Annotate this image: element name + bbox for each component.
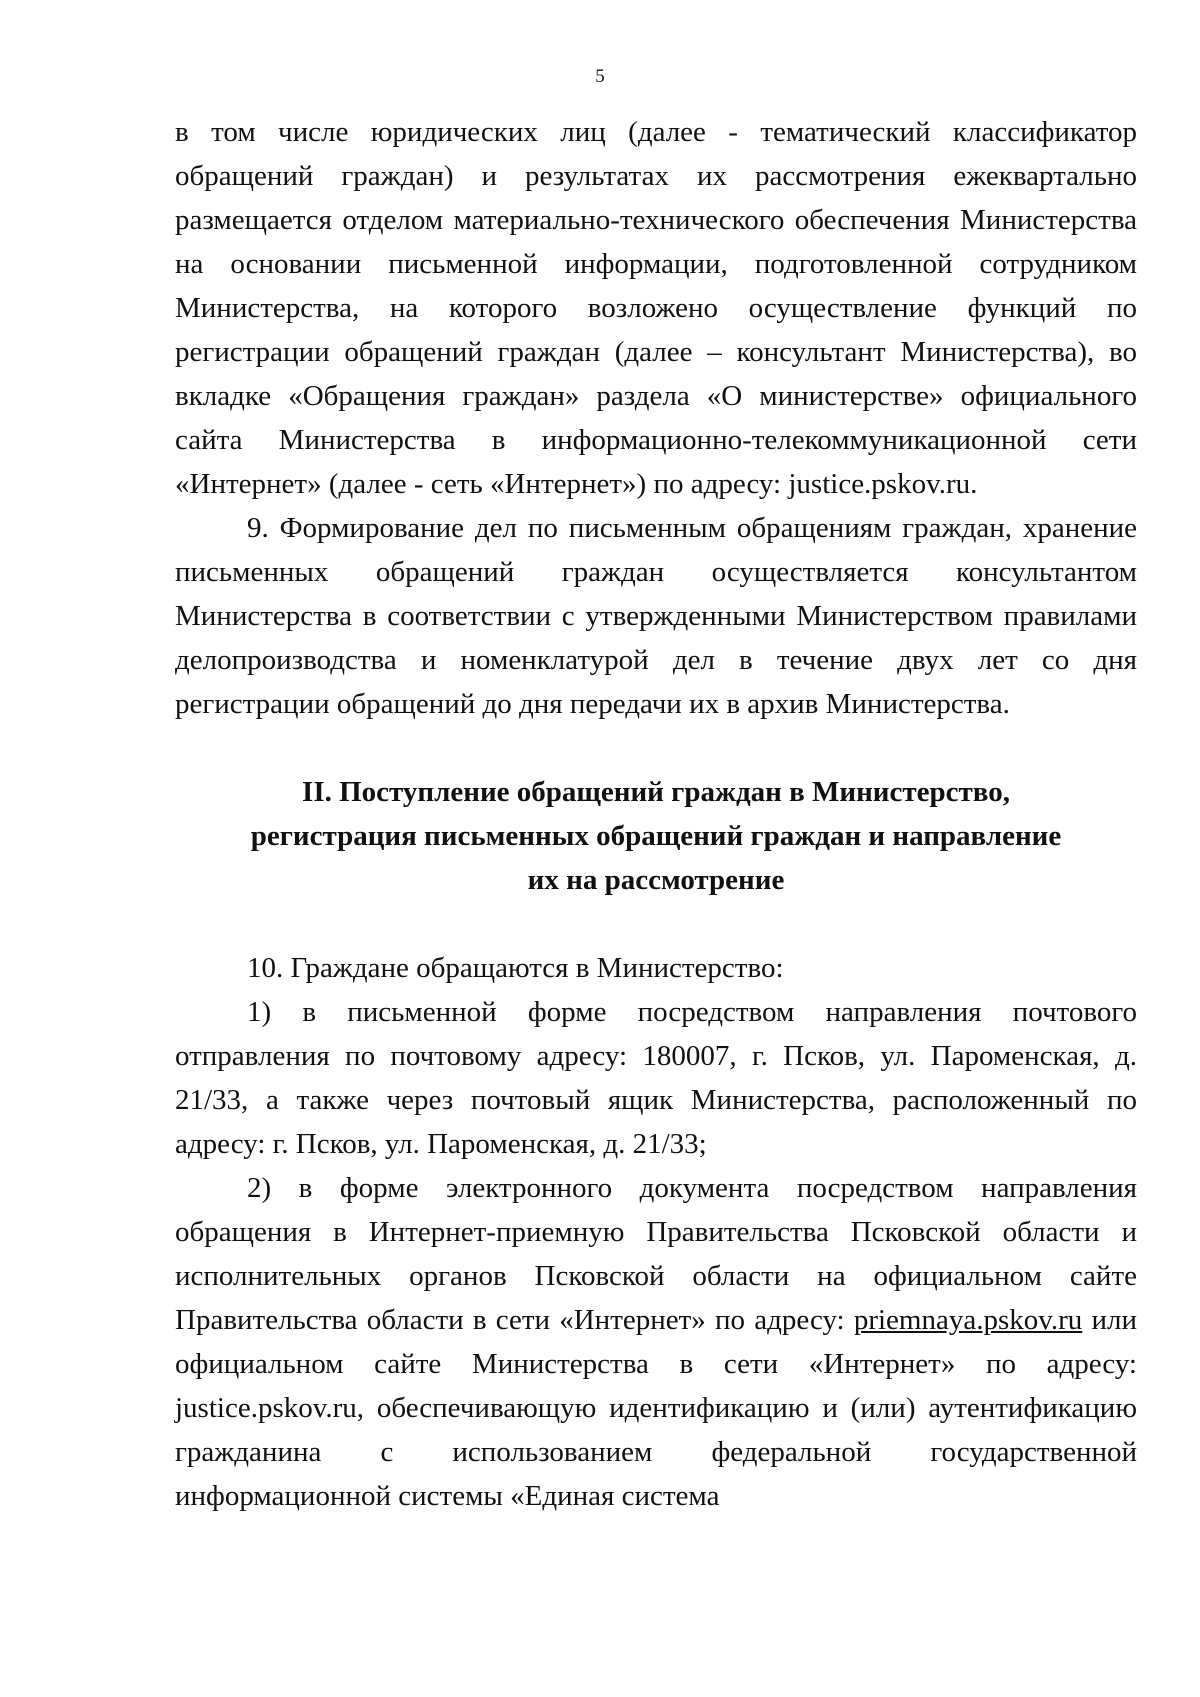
paragraph-continuation: в том числе юридических лиц (далее - тематический классификатор обращений граждан) и результатах их рассмотрения ежеквартально размещается отделом материально-технического обеспечения Министерства на основании письменной информации, подготовленной сотрудником Министерства, на которого возложено осуществление функций по регистрации обращений граждан (далее – консультант Министерства), во вкладке «Обращения граждан» раздела «О министерстве» официального сайта Министерства в информационно-телекоммуникационной сети «Интернет» (далее - сеть «Интернет») по адресу: justice.pskov.ru. xyxy=(175,116,1137,500)
section-heading-line-1: II. Поступление обращений граждан в Министерство, xyxy=(302,776,1010,808)
paragraph-10-item-2 xyxy=(175,1166,1137,1518)
page-number: 5 xyxy=(595,66,605,87)
section-heading xyxy=(175,770,1137,902)
paragraph-10: 10. Граждане обращаются в Министерство: xyxy=(247,952,784,984)
section-heading-line-3: их на рассмотрение xyxy=(527,864,785,896)
paragraph-9: 9. Формирование дел по письменным обращениям граждан, хранение письменных обращений граждан осуществляется консультантом Министерства в соответствии с утвержденными Министерством правилами делопроизводства и номенклатурой дел в течение двух лет со дня регистрации обращений до дня передачи их в архив Министерства. xyxy=(175,512,1137,720)
priemnaya-link[interactable]: priemnaya.pskov.ru xyxy=(853,1304,1083,1336)
item-2-text-start: 2) в форме электронного документа посредством направления обращения в Интернет-приемную Правительства Псковской области и исполнительных органов Псковской области на официальном сайте Правительства области в сети «Интернет» по адресу: xyxy=(175,1172,1137,1336)
document-body xyxy=(175,110,1137,1518)
paragraph-10-item-1: 1) в письменной форме посредством направления почтового отправления по почтовому адресу: 180007, г. Псков, ул. Пароменская, д. 21/33, а также через почтовый ящик Министерства, расположенный по адресу: г. Псков, ул. Пароменская, д. 21/33; xyxy=(175,996,1137,1160)
section-heading-line-2: регистрация письменных обращений граждан и направление xyxy=(250,820,1062,852)
item-2-text-end: или официальном сайте Министерства в сети «Интернет» по адресу: justice.pskov.ru, обеспечивающую идентификацию и (или) аутентификацию гражданина с использованием федеральной государственной информационной системы «Единая система xyxy=(175,1304,1137,1512)
